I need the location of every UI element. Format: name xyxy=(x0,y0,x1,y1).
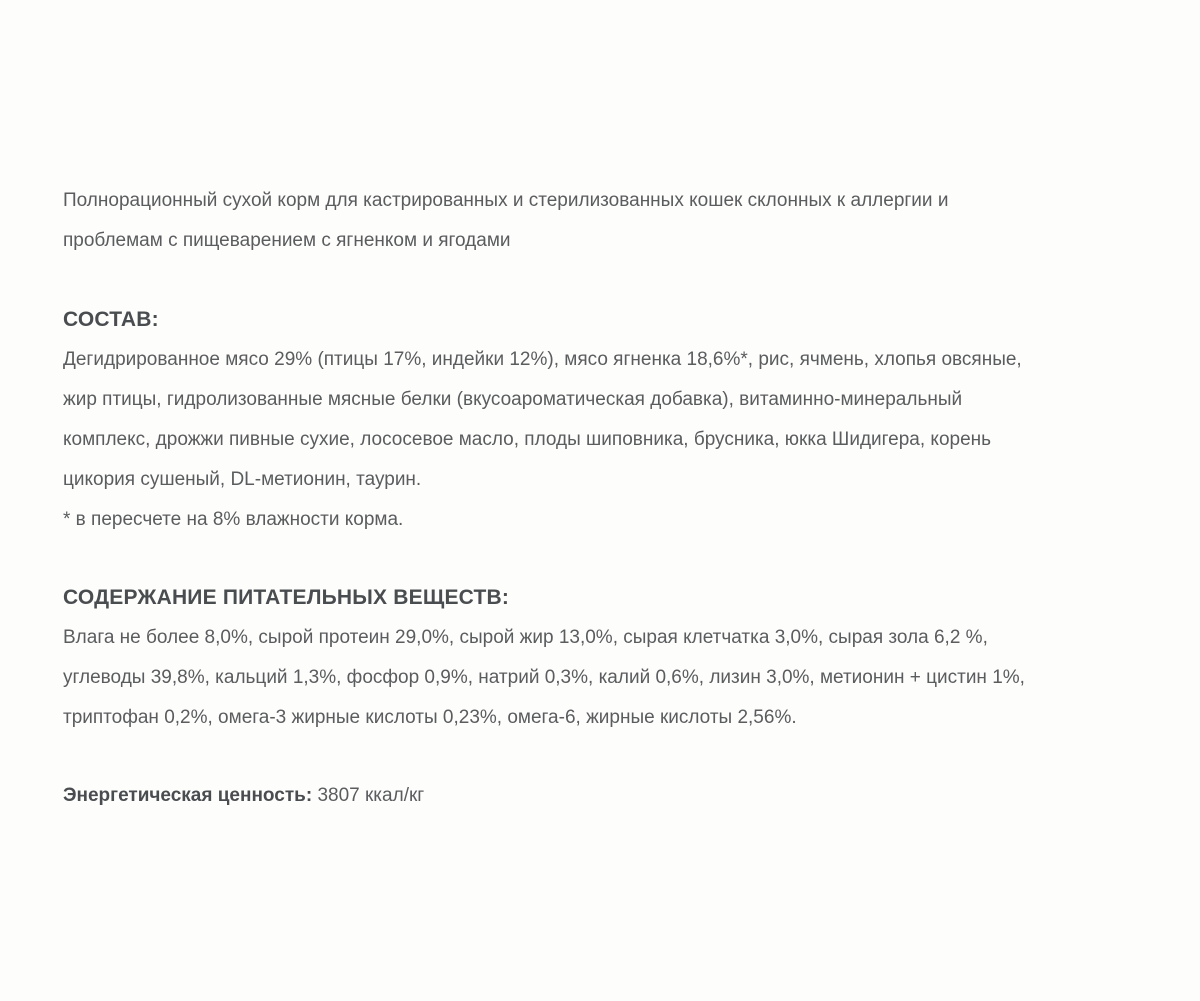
nutrients-text: Влага не более 8,0%, сырой протеин 29,0%, сырой жир 13,0%, сырая клетчатка 3,0%, сырая зола 6,2 %, углеводы 39,8%, кальций 1,3%, фосфор 0,9%, натрий 0,3%, калий 0,6%, лизин 3,0%, метионин + цистин 1%, триптофан 0,2%, омега-3 жирные кислоты 0,23%, омега-6, жирные кислоты 2,56%. xyxy=(63,627,1025,728)
product-description: Полнорационный сухой корм для кастрированных и стерилизованных кошек склонных к аллергии и проблемам с пищеварением с ягненком и ягодами xyxy=(63,190,949,251)
energy-value: 3807 ккал/кг xyxy=(312,785,425,806)
composition-title: СОСТАВ: xyxy=(63,308,159,331)
composition-section xyxy=(63,300,1053,540)
product-description-panel xyxy=(63,181,1053,816)
nutrients-section xyxy=(63,578,1053,738)
composition-text: Дегидрированное мясо 29% (птицы 17%, индейки 12%), мясо ягненка 18,6%*, рис, ячмень, хлопья овсяные, жир птицы, гидролизованные мясные белки (вкусоароматическая добавка), витаминно-минеральный комплекс, дрожжи пивные сухие, лососевое масло, плоды шиповника, брусника, юкка Шидигера, корень цикория сушеный, DL-метионин, таурин. xyxy=(63,349,1022,490)
composition-note: * в пересчете на 8% влажности корма. xyxy=(63,509,404,530)
energy-value-line xyxy=(63,776,1053,816)
nutrients-title: СОДЕРЖАНИЕ ПИТАТЕЛЬНЫХ ВЕЩЕСТВ: xyxy=(63,586,510,609)
energy-section xyxy=(63,776,1053,816)
energy-label: Энергетическая ценность: xyxy=(63,785,313,806)
